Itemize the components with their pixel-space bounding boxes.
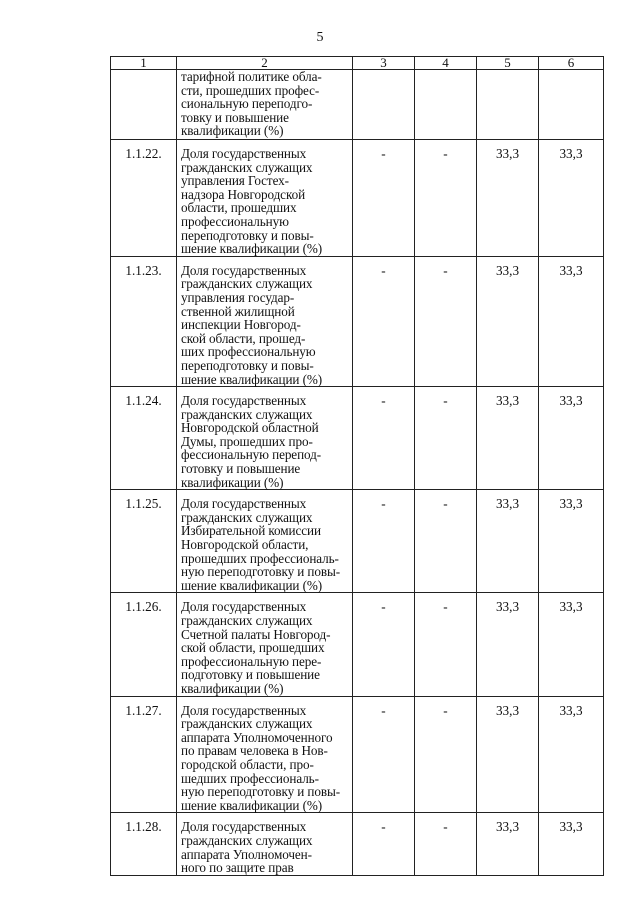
column-header: 6 bbox=[539, 57, 604, 70]
value-cell-c6: 33,3 bbox=[539, 387, 604, 490]
value-cell-c6: 33,3 bbox=[539, 593, 604, 696]
indicator-name-line: гражданских служащих bbox=[181, 509, 313, 525]
indicator-name-cell bbox=[177, 813, 353, 875]
column-header: 5 bbox=[477, 57, 539, 70]
value-cell-c6: 33,3 bbox=[539, 813, 604, 875]
indicator-name-line: гражданских служащих bbox=[181, 832, 313, 848]
value-cell-c5 bbox=[477, 70, 539, 140]
value-cell-c3: - bbox=[353, 696, 415, 813]
value-cell-c4: - bbox=[415, 593, 477, 696]
indicator-name-line: сти, прошедших профес- bbox=[181, 82, 320, 98]
indicator-name-cell bbox=[177, 140, 353, 257]
indicator-name-line: квалификации (%) bbox=[181, 680, 284, 696]
indicator-name-line: переподготовку и повы- bbox=[181, 357, 314, 373]
column-header: 3 bbox=[353, 57, 415, 70]
table-header-row bbox=[111, 57, 604, 70]
indicator-name-cell bbox=[177, 593, 353, 696]
indicator-name-line: тарифной политике обла- bbox=[181, 69, 322, 84]
row-number-cell bbox=[111, 70, 177, 140]
indicator-name-line: Счетной палаты Новгород- bbox=[181, 626, 331, 642]
indicator-name-cell bbox=[177, 387, 353, 490]
value-cell-c6: 33,3 bbox=[539, 490, 604, 593]
value-cell-c4: - bbox=[415, 256, 477, 386]
value-cell-c4: - bbox=[415, 140, 477, 257]
indicator-name-line: Новгородской областной bbox=[181, 420, 319, 436]
value-cell-c3: - bbox=[353, 140, 415, 257]
indicator-name-line: Доля государственных bbox=[181, 393, 307, 409]
table-row bbox=[111, 256, 604, 386]
value-cell-c5: 33,3 bbox=[477, 813, 539, 875]
value-cell-c3: - bbox=[353, 593, 415, 696]
column-header: 2 bbox=[177, 57, 353, 70]
indicator-name-line: шение квалификации (%) bbox=[181, 797, 323, 813]
column-header: 4 bbox=[415, 57, 477, 70]
column-header: 1 bbox=[111, 57, 177, 70]
indicator-name-line: квалификации (%) bbox=[181, 123, 284, 139]
value-cell-c6: 33,3 bbox=[539, 140, 604, 257]
value-cell-c5: 33,3 bbox=[477, 593, 539, 696]
value-cell-c3: - bbox=[353, 813, 415, 875]
indicator-name-cell bbox=[177, 70, 353, 140]
indicator-name-line: Думы, прошедших про- bbox=[181, 433, 313, 449]
indicator-name-line: управления Гостех- bbox=[181, 173, 289, 189]
indicator-name-line: готовку и повышение bbox=[181, 461, 301, 477]
indicator-name-line: ской области, прошед- bbox=[181, 330, 306, 346]
indicator-name-line: Доля государственных bbox=[181, 819, 307, 835]
indicator-name-line: квалификации (%) bbox=[181, 474, 284, 490]
indicator-name-line: шение квалификации (%) bbox=[181, 241, 323, 257]
indicator-name-line: фессиональную перепод- bbox=[181, 447, 322, 463]
indicator-name-line: Доля государственных bbox=[181, 496, 307, 512]
indicator-name-line: шение квалификации (%) bbox=[181, 371, 323, 387]
value-cell-c6: 33,3 bbox=[539, 696, 604, 813]
table-row bbox=[111, 696, 604, 813]
value-cell-c6: 33,3 bbox=[539, 256, 604, 386]
value-cell-c3: - bbox=[353, 256, 415, 386]
value-cell-c3: - bbox=[353, 490, 415, 593]
indicator-name-line: Доля государственных bbox=[181, 702, 307, 718]
indicator-name-line: профессиональную bbox=[181, 213, 289, 229]
indicator-name-line: переподготовку и повы- bbox=[181, 227, 314, 243]
value-cell-c6 bbox=[539, 70, 604, 140]
indicator-name-line: Доля государственных bbox=[181, 599, 307, 615]
table-row bbox=[111, 593, 604, 696]
row-number-cell: 1.1.24. bbox=[111, 387, 177, 490]
table-row bbox=[111, 813, 604, 875]
indicator-name-line: аппарата Уполномоченного bbox=[181, 729, 333, 745]
indicator-name-line: гражданских служащих bbox=[181, 276, 313, 292]
indicator-name-cell bbox=[177, 256, 353, 386]
value-cell-c5: 33,3 bbox=[477, 140, 539, 257]
indicator-name-line: гражданских служащих bbox=[181, 406, 313, 422]
table-row bbox=[111, 387, 604, 490]
indicator-name-line: сиональную переподго- bbox=[181, 96, 313, 112]
row-number-cell: 1.1.28. bbox=[111, 813, 177, 875]
indicator-name-line: области, прошедших bbox=[181, 200, 297, 216]
indicator-name-line: гражданских служащих bbox=[181, 613, 313, 628]
value-cell-c5: 33,3 bbox=[477, 696, 539, 813]
indicator-table bbox=[110, 56, 604, 876]
indicator-name-line: Новгородской области, bbox=[181, 537, 309, 553]
indicator-name-line: по правам человека в Нов- bbox=[181, 743, 328, 759]
indicator-name-line: ской области, прошедших bbox=[181, 640, 325, 656]
indicator-name-line: гражданских служащих bbox=[181, 159, 313, 175]
table-row bbox=[111, 70, 604, 140]
indicator-name-line: ших профессиональную bbox=[181, 344, 316, 360]
value-cell-c4: - bbox=[415, 490, 477, 593]
indicator-name-line: шедших профессиональ- bbox=[181, 770, 319, 786]
indicator-name-line: Доля государственных bbox=[181, 262, 307, 278]
row-number-cell: 1.1.22. bbox=[111, 140, 177, 257]
value-cell-c4 bbox=[415, 70, 477, 140]
value-cell-c4: - bbox=[415, 387, 477, 490]
indicator-name-line: гражданских служащих bbox=[181, 716, 313, 732]
value-cell-c5: 33,3 bbox=[477, 490, 539, 593]
indicator-name-line: Избирательной комиссии bbox=[181, 523, 321, 539]
row-number-cell: 1.1.25. bbox=[111, 490, 177, 593]
page-number: 5 bbox=[316, 30, 324, 45]
indicator-name-line: ную переподготовку и повы- bbox=[181, 784, 341, 800]
indicator-name-line: надзора Новгородской bbox=[181, 186, 306, 202]
table-row bbox=[111, 140, 604, 257]
value-cell-c3 bbox=[353, 70, 415, 140]
indicator-name-line: ного по защите прав bbox=[181, 860, 294, 876]
row-number-cell: 1.1.23. bbox=[111, 256, 177, 386]
indicator-name-line: профессиональную пере- bbox=[181, 653, 322, 669]
value-cell-c4: - bbox=[415, 696, 477, 813]
table-row bbox=[111, 490, 604, 593]
value-cell-c5: 33,3 bbox=[477, 256, 539, 386]
indicator-name-line: ственной жилищной bbox=[181, 303, 295, 319]
row-number-cell: 1.1.27. bbox=[111, 696, 177, 813]
row-number-cell: 1.1.26. bbox=[111, 593, 177, 696]
indicator-name-line: управления государ- bbox=[181, 289, 295, 305]
indicator-name-line: инспекции Новгород- bbox=[181, 317, 301, 333]
indicator-name-line: городской области, про- bbox=[181, 756, 314, 772]
indicator-name-cell bbox=[177, 490, 353, 593]
indicator-name-line: ную переподготовку и повы- bbox=[181, 564, 341, 580]
indicator-name-cell bbox=[177, 696, 353, 813]
indicator-name-line: Доля государственных bbox=[181, 146, 307, 161]
indicator-name-line: товку и повышение bbox=[181, 109, 289, 125]
indicator-name-line: шение квалификации (%) bbox=[181, 577, 323, 593]
indicator-name-line: подготовку и повышение bbox=[181, 667, 320, 683]
value-cell-c4: - bbox=[415, 813, 477, 875]
indicator-name-line: прошедших профессиональ- bbox=[181, 550, 339, 566]
indicator-name-line: аппарата Уполномочен- bbox=[181, 846, 312, 862]
value-cell-c3: - bbox=[353, 387, 415, 490]
value-cell-c5: 33,3 bbox=[477, 387, 539, 490]
